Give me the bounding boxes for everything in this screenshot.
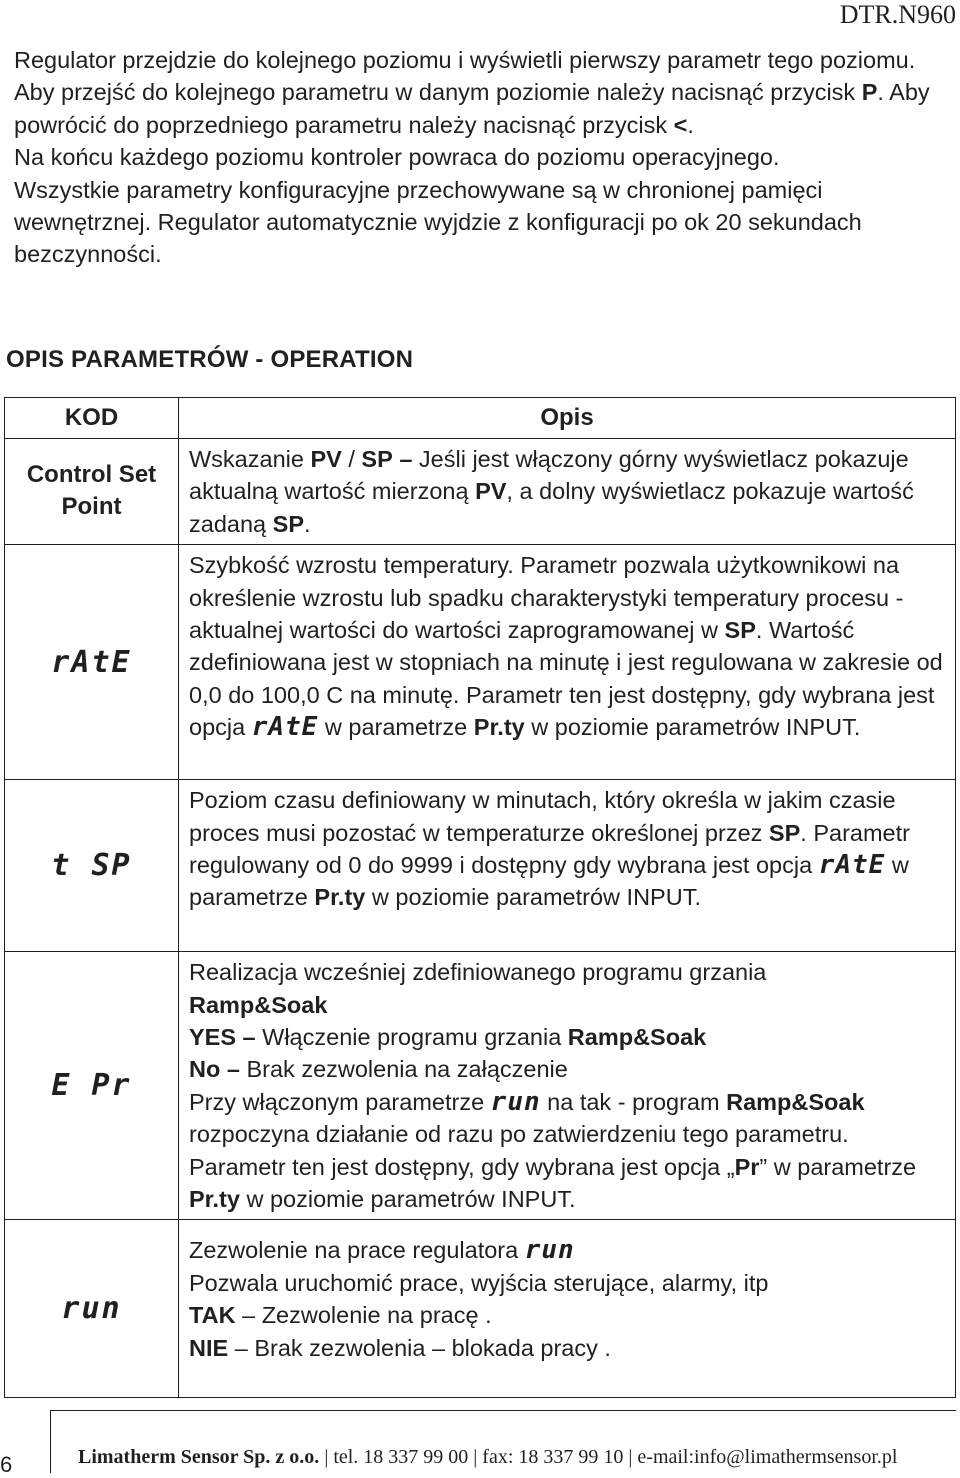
text-bold: Pr.ty	[473, 714, 525, 741]
intro-text-span: . Aby powrócić do poprzedniego parametru należy nacisnąć przycisk	[14, 79, 930, 138]
opis-cell	[179, 1220, 956, 1398]
text-bold: Ramp&Soak	[567, 1024, 707, 1051]
intro-text	[14, 44, 944, 271]
text: – blokada pracy .	[431, 1334, 611, 1361]
text-bold: SP	[724, 617, 756, 644]
text-line	[189, 1053, 947, 1085]
segment-code-rate: rAtE	[251, 712, 319, 743]
page-number: 6	[0, 1452, 13, 1477]
text: Jeśli jest włączony górny wyświetlacz pokazuje aktualną wartość mierzoną	[189, 446, 909, 505]
text-bold: PV	[475, 478, 507, 505]
table-row	[5, 439, 956, 545]
text-line	[189, 1021, 947, 1053]
opis-cell	[179, 439, 956, 545]
text-line	[189, 1332, 947, 1364]
document-code: DTR.N960	[839, 0, 956, 29]
opis-cell	[179, 545, 956, 780]
text: /	[341, 446, 362, 472]
text: Brak zezwolenia na załączenie	[239, 1056, 568, 1083]
text: na tak - program	[540, 1088, 727, 1115]
opis-cell	[179, 952, 956, 1220]
text: Zezwolenie na prace regulatora	[189, 1237, 525, 1264]
text: Szybkość wzrostu temperatury. Parametr pozwala użytkownikowi na określenie wzrostu lub spadku charakterystyki temperatury procesu - aktualnej wartości do wartości zaprogramowanej w	[189, 552, 904, 644]
column-header-opis: Opis	[179, 398, 956, 439]
text: – Brak zezwolenia	[228, 1334, 432, 1361]
text-bold: SP	[768, 819, 801, 846]
text: w parametrze	[318, 714, 474, 741]
intro-text-span: Regulator przejdzie do kolejnego poziomu i wyświetli pierwszy parametr tego poziomu. Aby przejść do kolejnego parametru w danym poziomie należy nacisnąć przycisk	[14, 47, 916, 106]
text-bold: NIE	[189, 1334, 229, 1361]
text: – Zezwolenie na pracę .	[235, 1302, 492, 1329]
text-bold: YES –	[189, 1024, 256, 1051]
text-bold: Pr	[734, 1153, 760, 1180]
text: Włączenie programu grzania	[255, 1024, 568, 1051]
segment-code-tsp: t SP	[51, 848, 132, 884]
table-row	[5, 780, 956, 952]
text-bold: Ramp&Soak	[189, 991, 328, 1018]
table-header-row	[5, 398, 956, 439]
kod-cell	[5, 780, 179, 952]
text: w poziomie parametrów INPUT.	[365, 884, 701, 911]
text: , a dolny wyświetlacz pokazuje wartość zadaną	[189, 478, 914, 537]
text-line: Realizacja wcześniej zdefiniowanego programu grzania	[189, 959, 767, 986]
text: ” w parametrze	[759, 1153, 917, 1180]
segment-code-run: run	[490, 1086, 541, 1117]
text-bold: PV	[310, 446, 342, 472]
segment-code-rate: rAtE	[818, 850, 886, 881]
contact-info: | tel. 18 337 99 00 | fax: 18 337 99 10 | e-mail:info@limathermsensor.pl	[319, 1446, 898, 1468]
text-line	[189, 1086, 947, 1216]
text-bold: Pr.ty	[314, 884, 366, 911]
text: . Parametr regulowany od 0 do 9999 i dostępny gdy wybrana jest opcja	[189, 819, 910, 879]
intro-paragraph-3: Wszystkie parametry konfiguracyjne przechowywane są w chronionej pamięci wewnętrznej. Regulator automatycznie wyjdzie z konfiguracji po ok 20 sekundach bezczynności.	[14, 176, 862, 268]
company-name: Limatherm Sensor Sp. z o.o.	[78, 1446, 320, 1468]
opis-cell	[179, 780, 956, 952]
text-bold: Ramp&Soak	[726, 1088, 865, 1115]
text: Poziom czasu definiowany w minutach, który określa w jakim czasie proces musi pozostać w temperaturze określonej przez	[189, 787, 896, 846]
text-bold: –	[399, 446, 413, 472]
intro-paragraph-2: Na końcu każdego poziomu kontroler powraca do poziomu operacyjnego.	[14, 144, 780, 171]
segment-code-rate: rAtE	[51, 644, 132, 680]
segment-code-epr: E Pr	[51, 1068, 132, 1104]
intro-text-span: .	[687, 111, 694, 138]
text: . Wartość zdefiniowana jest w stopniach na minutę i jest regulowana w zakresie od 0,0 do 100,0 C na minutę. Parametr ten jest dostępny, gdy wybrana jest opcja	[189, 617, 943, 741]
table-row	[5, 952, 956, 1220]
column-header-kod: KOD	[5, 398, 179, 439]
segment-code-run: run	[524, 1235, 575, 1266]
text-line	[189, 1234, 947, 1266]
text-bold: TAK	[189, 1302, 236, 1329]
text-bold: No –	[189, 1056, 240, 1083]
text-line	[189, 1299, 947, 1331]
parameters-table	[4, 397, 956, 1398]
kod-cell	[5, 952, 179, 1220]
text-bold: Pr.ty	[189, 1186, 240, 1213]
footer-vertical-divider	[50, 1410, 51, 1473]
footer-divider	[50, 1410, 956, 1411]
text: Wskazanie	[189, 446, 311, 472]
text: w poziomie parametrów INPUT.	[239, 1186, 576, 1213]
text: w parametrze	[189, 852, 909, 911]
key-p: P	[861, 79, 878, 106]
text-bold: SP	[272, 510, 304, 537]
text-line	[189, 989, 947, 1021]
kod-label: Point	[61, 493, 122, 520]
text: .	[304, 510, 311, 537]
text-bold: SP	[361, 446, 393, 472]
text: Przy włączonym parametrze	[189, 1088, 491, 1115]
footer-contact	[78, 1446, 897, 1469]
table-row	[5, 1220, 956, 1398]
text-line: Pozwala uruchomić prace, wyjścia sterujące, alarmy, itp	[189, 1269, 769, 1296]
text: rozpoczyna działanie od razu po zatwierdzeniu tego parametru. Parametr ten jest dostępny, gdy wybrana jest opcja „	[189, 1121, 849, 1180]
section-title: OPIS PARAMETRÓW - OPERATION	[6, 346, 414, 373]
kod-cell	[5, 545, 179, 780]
kod-label: Control Set	[26, 461, 157, 488]
table-row	[5, 545, 956, 780]
text: w poziomie parametrów INPUT.	[524, 714, 861, 741]
key-back: <	[673, 111, 688, 138]
kod-cell	[5, 439, 179, 545]
kod-cell	[5, 1220, 179, 1398]
intro-paragraph-1	[14, 44, 944, 141]
segment-code-run: run	[61, 1291, 122, 1327]
